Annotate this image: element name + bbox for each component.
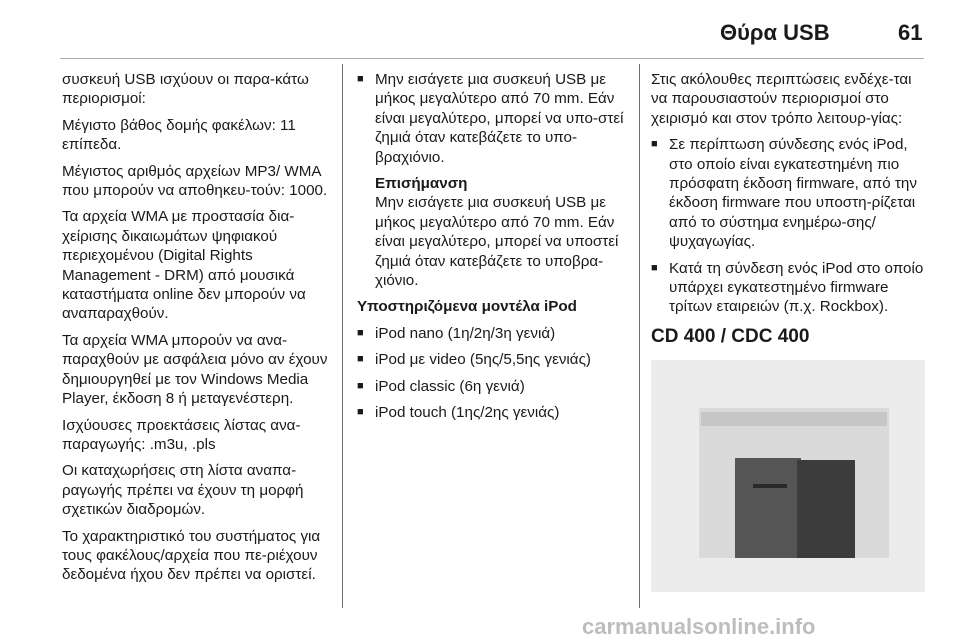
page-number: 61	[898, 20, 923, 45]
paragraph: συσκευή USB ισχύουν οι παρα-κάτω περιορισμοί:	[62, 71, 309, 108]
note-text: Μην εισάγετε μια συσκευή USB με μήκος μεγαλύτερο από 70 mm. Εάν είναι μεγαλύτερο, μπορεί να υποστεί ζημιά όταν κατεβάζετε το υποβρα-χιόνιο.	[375, 194, 619, 290]
photo-bar	[701, 412, 887, 426]
paragraph: Τα αρχεία WMA μπορούν να ανα-παραχθούν με ασφάλεια μόνο αν έχουν δημιουργηθεί με τον Windows Media Player, έκδοση 8 ή μεταγενέστερη.	[62, 331, 328, 408]
paragraph: Το χαρακτηριστικό του συστήματος για τους φακέλους/αρχεία που πε-ριέχουν δεδομένα ήχου δεν πρέπει να οριστεί.	[62, 527, 321, 584]
list-item: ■ iPod nano (1η/2η/3η γενιά)	[357, 324, 629, 343]
section-heading: CD 400 / CDC 400	[651, 325, 810, 347]
list-item: ■ iPod classic (6η γενιά)	[357, 377, 629, 396]
subsection-title: Υποστηριζόμενα μοντέλα iPod	[357, 298, 577, 316]
note-title: Επισήμανση	[375, 175, 468, 193]
paragraph: Οι καταχωρήσεις στη λίστα αναπα-ραγωγής πρέπει να έχουν τη μορφή σχετικών διαδρομών.	[62, 462, 304, 519]
column-right	[651, 70, 925, 592]
paragraph: Τα αρχεία WMA με προστασία δια-χείρισης δικαιωμάτων ψηφιακού περιεχομένου (Digital Rights Management - DRM) από μουσικά καταστήματα online δεν μπορούν να αναπαραχθούν.	[62, 208, 306, 323]
header-divider	[60, 58, 924, 59]
note-box	[357, 174, 629, 290]
page-header	[0, 0, 960, 58]
bullet-list	[651, 135, 925, 317]
photo-slot-right	[797, 460, 855, 558]
list-item: ■ iPod με video (5ης/5,5ης γενιάς)	[357, 350, 629, 369]
column-middle	[357, 70, 629, 430]
column-left	[62, 70, 330, 592]
photo-slot-left	[735, 458, 801, 558]
column-divider	[639, 64, 640, 608]
paragraph: Στις ακόλουθες περιπτώσεις ενδέχε-ται να παρουσιαστούν περιορισμοί στο χειρισμό και στον τρόπο λειτουρ-γίας:	[651, 71, 912, 127]
ipod-model-list	[357, 324, 629, 423]
list-item: ■ Κατά τη σύνδεση ενός iPod στο οποίο υπάρχει εγκατεστημένο firmware τρίτων εταιρειών (π.χ. Rockbox).	[651, 259, 925, 317]
paragraph: Ισχύουσες προεκτάσεις λίστας ανα-παραγωγής: .m3u, .pls	[62, 416, 301, 453]
paragraph: Μέγιστος αριθμός αρχείων MP3/ WMA που μπορούν να αποθηκευ-τούν: 1000.	[62, 162, 328, 200]
cd-player-photo	[651, 360, 925, 592]
list-item: ■ Μην εισάγετε μια συσκευή USB με μήκος μεγαλύτερο από 70 mm. Εάν είναι μεγαλύτερο, μπορεί να υπο-στεί ζημιά όταν κατεβάζετε το υπο-βραχιόνιο.	[357, 70, 629, 167]
column-divider	[342, 64, 343, 608]
paragraph: Μέγιστο βάθος δομής φακέλων: 11 επίπεδα.	[62, 116, 296, 154]
list-item: ■ Σε περίπτωση σύνδεσης ενός iPod, στο οποίο είναι εγκατεστημένη πιο πρόσφατη έκδοση firmware, από την έκδοση firmware που υποστη-ρίζεται από το σύστημα ενημέρω-σης/ψυχαγωγίας.	[651, 135, 925, 251]
photo-slot-line	[753, 484, 787, 488]
watermark: carmanualsonline.info	[582, 614, 816, 639]
page-title: Θύρα USB	[720, 20, 830, 45]
bullet-list	[357, 70, 629, 167]
list-item: ■ iPod touch (1ης/2ης γενιάς)	[357, 403, 629, 422]
